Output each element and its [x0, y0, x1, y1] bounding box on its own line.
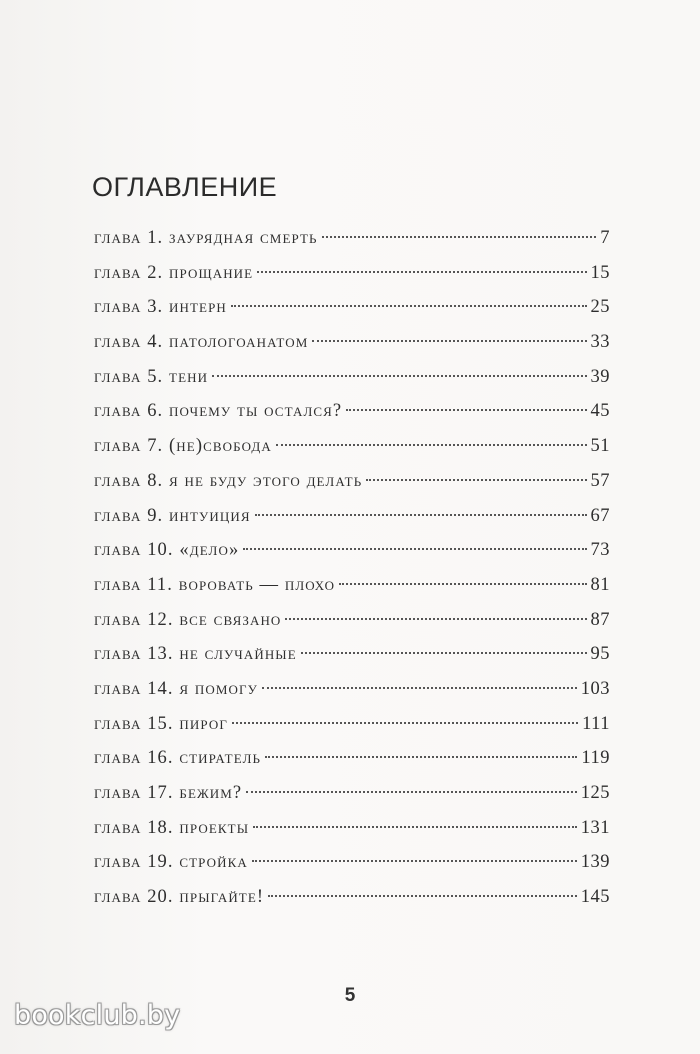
toc-dot-leader [265, 756, 577, 758]
toc-entry[interactable] [94, 297, 610, 332]
toc-dot-leader [255, 514, 587, 516]
toc-list [94, 228, 610, 922]
toc-chapter-label: глава 19. [94, 852, 174, 873]
toc-entry-title [94, 332, 308, 353]
toc-chapter-name: пирог [179, 713, 228, 734]
toc-entry-title [94, 471, 362, 492]
toc-chapter-name: прощание [169, 262, 254, 283]
toc-chapter-label: глава 18. [94, 817, 174, 838]
toc-entry[interactable] [94, 263, 610, 298]
toc-dot-leader [262, 687, 577, 689]
toc-entry[interactable] [94, 228, 610, 263]
toc-chapter-name: тени [169, 366, 209, 387]
watermark-logo: bookclub.by [14, 1000, 181, 1031]
toc-chapter-label: глава 11. [94, 574, 173, 595]
toc-dot-leader [285, 618, 586, 620]
toc-page-number: 73 [590, 540, 610, 561]
toc-chapter-name: бежим? [179, 783, 243, 803]
toc-chapter-label: глава 4. [94, 332, 164, 353]
toc-entry-title [94, 644, 297, 665]
toc-entry-title [94, 401, 342, 422]
toc-page-number: 39 [590, 366, 610, 387]
toc-entry[interactable] [94, 471, 610, 506]
toc-entry-title [94, 367, 208, 388]
toc-entry[interactable] [94, 852, 610, 887]
toc-chapter-label: глава 14. [94, 678, 174, 699]
toc-dot-leader [312, 340, 586, 342]
toc-page-number: 103 [580, 678, 610, 699]
toc-entry-title [94, 297, 227, 318]
toc-entry-title [94, 818, 249, 839]
toc-entry[interactable] [94, 748, 610, 783]
toc-entry-title [94, 852, 248, 873]
toc-entry[interactable] [94, 575, 610, 610]
toc-page-number: 81 [590, 574, 610, 595]
toc-entry[interactable] [94, 436, 610, 471]
toc-page-number: 33 [590, 332, 610, 353]
toc-chapter-name: «дело» [179, 540, 240, 561]
toc-chapter-name: не случайные [179, 644, 297, 665]
toc-entry[interactable] [94, 506, 610, 541]
toc-chapter-label: глава 6. [94, 401, 164, 422]
toc-chapter-label: глава 15. [94, 713, 174, 734]
toc-dot-leader [276, 444, 587, 446]
toc-chapter-label: глава 7. [94, 436, 164, 457]
toc-page-number: 51 [590, 436, 610, 457]
toc-chapter-name: я помогу [179, 678, 258, 699]
toc-chapter-label: глава 20. [94, 887, 174, 908]
toc-chapter-name: почему ты остался? [169, 401, 343, 422]
toc-chapter-name: интерн [169, 297, 227, 318]
toc-entry[interactable] [94, 818, 610, 853]
toc-entry[interactable] [94, 714, 610, 749]
toc-page-number: 57 [590, 470, 610, 491]
toc-entry-title [94, 540, 239, 561]
toc-chapter-label: глава 2. [94, 262, 164, 283]
toc-dot-leader [366, 479, 586, 481]
toc-dot-leader [243, 548, 586, 550]
toc-page-number: 95 [590, 644, 610, 665]
toc-heading: ОГЛАВЛЕНИЕ [92, 172, 278, 202]
toc-chapter-label: глава 8. [94, 470, 164, 491]
toc-dot-leader [232, 722, 578, 724]
toc-entry-title [94, 783, 242, 804]
toc-entry-title [94, 679, 258, 700]
toc-page-number: 119 [581, 748, 610, 769]
toc-entry[interactable] [94, 644, 610, 679]
toc-page-number: 45 [590, 401, 610, 422]
toc-page-number: 139 [580, 852, 610, 873]
toc-entry[interactable] [94, 679, 610, 714]
toc-chapter-label: глава 5. [94, 366, 164, 387]
toc-chapter-label: глава 13. [94, 644, 174, 665]
toc-page-number: 7 [600, 228, 610, 248]
toc-chapter-name: прыгайте! [179, 887, 265, 908]
toc-entry-title [94, 714, 228, 735]
toc-dot-leader [231, 305, 587, 307]
toc-entry-title [94, 263, 253, 284]
toc-entry[interactable] [94, 783, 610, 818]
toc-chapter-name: я не буду этого делать [169, 470, 363, 491]
toc-dot-leader [346, 409, 586, 411]
toc-chapter-name: все связано [179, 609, 282, 630]
toc-page-number: 15 [590, 262, 610, 283]
toc-chapter-label: глава 3. [94, 297, 164, 318]
toc-dot-leader [246, 791, 577, 793]
toc-entry[interactable] [94, 610, 610, 645]
toc-entry-title [94, 610, 281, 631]
toc-chapter-name: заурядная смерть [169, 228, 318, 248]
toc-page-number: 111 [582, 713, 610, 734]
toc-entry-title [94, 506, 251, 527]
toc-entry-title [94, 436, 272, 457]
toc-chapter-name: воровать — плохо [178, 574, 336, 595]
toc-entry[interactable] [94, 540, 610, 575]
toc-chapter-name: стройка [179, 852, 248, 873]
page-number: 5 [344, 985, 356, 1006]
toc-chapter-label: глава 17. [94, 783, 174, 803]
toc-chapter-name: стиратель [179, 748, 262, 769]
toc-chapter-name: проекты [179, 817, 250, 838]
toc-chapter-label: глава 10. [94, 540, 174, 561]
toc-entry-title [94, 887, 264, 908]
toc-page-number: 125 [580, 783, 610, 803]
toc-entry-title [94, 748, 261, 769]
toc-page-number: 131 [580, 817, 610, 838]
toc-dot-leader [339, 583, 586, 585]
toc-dot-leader [212, 375, 586, 377]
toc-chapter-label: глава 9. [94, 505, 164, 526]
toc-chapter-label: глава 1. [94, 228, 164, 248]
toc-entry[interactable] [94, 332, 610, 367]
toc-chapter-label: глава 16. [94, 748, 174, 769]
toc-entry-title [94, 575, 335, 596]
toc-chapter-label: глава 12. [94, 609, 174, 630]
toc-page-number: 145 [580, 887, 610, 908]
toc-page-number: 87 [590, 609, 610, 630]
toc-page-number: 67 [590, 505, 610, 526]
toc-dot-leader [301, 652, 587, 654]
toc-entry[interactable] [94, 887, 610, 922]
toc-entry-title [94, 228, 318, 249]
toc-chapter-name: (не)свобода [169, 436, 272, 457]
toc-page-number: 25 [590, 297, 610, 318]
toc-chapter-name: интуиция [169, 505, 251, 526]
toc-chapter-name: патологоанатом [169, 332, 309, 353]
toc-entry[interactable] [94, 367, 610, 402]
toc-dot-leader [268, 895, 577, 897]
toc-dot-leader [322, 236, 597, 238]
toc-dot-leader [257, 271, 586, 273]
toc-dot-leader [252, 860, 577, 862]
toc-entry[interactable] [94, 401, 610, 436]
toc-dot-leader [253, 826, 577, 828]
